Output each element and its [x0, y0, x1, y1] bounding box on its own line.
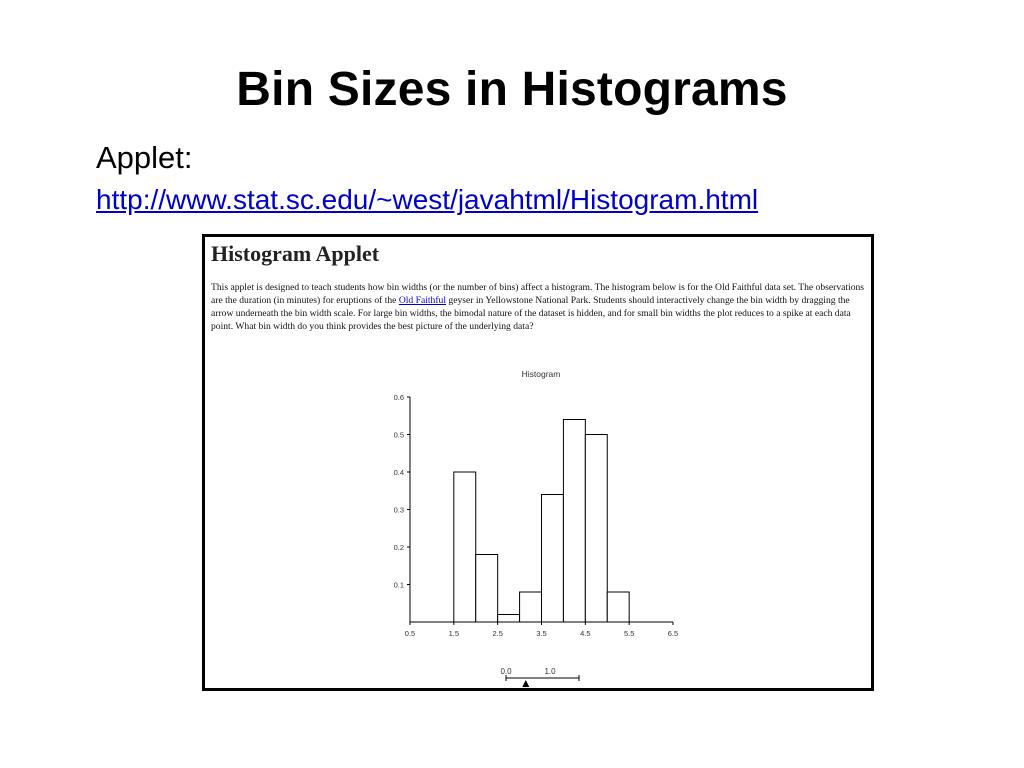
histogram-bar — [498, 615, 520, 623]
y-tick-label: 0.3 — [393, 505, 404, 515]
bin-width-slider[interactable] — [500, 667, 579, 687]
x-tick-label: 1.5 — [448, 629, 460, 638]
applet-screenshot — [202, 234, 874, 691]
y-tick-label: 0.4 — [393, 468, 404, 477]
histogram-bar — [520, 592, 542, 622]
histogram-chart — [205, 237, 871, 688]
x-tick-label: 5.5 — [623, 629, 635, 638]
slide-title: Bin Sizes in Histograms — [236, 63, 788, 116]
x-tick-label: 4.5 — [580, 629, 591, 638]
histogram-bar — [607, 592, 629, 622]
chart-title: Histogram — [521, 369, 561, 379]
slider-max-label: 1.0 — [544, 667, 556, 676]
y-tick-label: 0.6 — [393, 393, 404, 402]
y-tick-label: 0.2 — [393, 543, 404, 552]
old-faithful-link[interactable]: Old Faithful — [398, 295, 446, 306]
chart-bars — [454, 420, 629, 623]
desc-text-end: geyser in Yellowstone National Park. Students should interactively change the bin width by dragging the arrow underneath the bin width scale. For large bin widths, the bimodal nature of the dataset is hidden, and for small bin widths the plot reduces to a spike at each data point. What bin width do you think provides the best picture of the underlying data? — [211, 295, 851, 332]
x-tick-label: 0.5 — [404, 629, 416, 638]
y-tick-label: 0.5 — [393, 430, 404, 440]
applet-title: Histogram Applet — [211, 241, 380, 266]
applet-label: Applet: — [96, 140, 193, 175]
slider-arrow-handle[interactable] — [522, 680, 529, 687]
histogram-bar — [476, 555, 498, 623]
y-tick-label: 0.1 — [393, 580, 404, 590]
slider-min-label: 0.0 — [500, 667, 512, 676]
histogram-bar — [585, 435, 607, 623]
desc-text-start: This applet is designed to teach students how bin widths (or the number of bins) affect a histogram. The histogram below is for the Old Faithful data set. The observations are the duration (in minutes) for eruptions of the — [211, 282, 865, 306]
histogram-bar — [563, 420, 585, 623]
x-tick-label: 3.5 — [536, 629, 547, 638]
histogram-bar — [542, 495, 564, 623]
x-tick-label: 6.5 — [667, 629, 679, 638]
applet-url-link[interactable]: http://www.stat.sc.edu/~west/javahtml/Histogram.html — [96, 184, 759, 215]
histogram-bar — [454, 472, 476, 622]
x-tick-label: 2.5 — [492, 629, 503, 638]
